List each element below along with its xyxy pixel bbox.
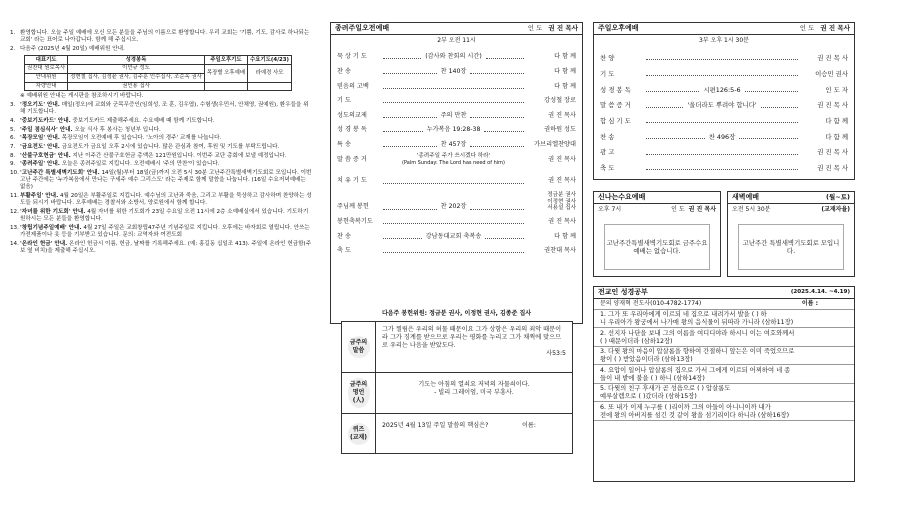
row-dots xyxy=(383,88,524,89)
morning-service-box xyxy=(330,22,583,324)
row-content: 찬 457장 xyxy=(440,140,467,148)
announcement-item xyxy=(10,193,312,208)
bible-study-dates: (2025.4.14. ~4.19) xyxy=(790,288,850,295)
order-row xyxy=(331,61,582,76)
announcement-title: '자녀를 위한 기도회' 안내. xyxy=(20,209,86,215)
announcement-item xyxy=(10,46,312,53)
announcement-number: 12. xyxy=(10,209,19,215)
table-cell: 목장별 오후예배 xyxy=(204,64,247,82)
announcement-number: 14. xyxy=(10,240,19,247)
question-line-2: 왕이 ( ) 받았음이더라 (삼하13장) xyxy=(600,356,693,364)
table-cell: 차량안내 xyxy=(25,82,68,91)
leader-info xyxy=(800,24,850,32)
announcement-item xyxy=(10,93,312,100)
announcement-body: 지난 이주간 산불구호헌금 총액은 121만원입니다. 이번주 교단 총회에 보낼 예정입니다. xyxy=(70,152,287,159)
row-name: 말 씀 증 거 xyxy=(337,155,367,163)
order-row xyxy=(594,141,854,157)
announcement-item xyxy=(10,135,312,142)
row-content: 찬 496장 xyxy=(708,132,736,141)
row-dots xyxy=(484,131,524,132)
announcement-text: 환영합니다. 오늘 주일 예배에 오신 모든 분들을 주님의 이름으로 환영합니다. 우리 교회는 '기쁨, 기도, 감사로 하나되는 교회' 라는 표어로 나아갑니다. 함께 해 주십시오. xyxy=(20,30,310,44)
bible-study-contact: 문의 양재혁 전도사(010-4782-1774) xyxy=(600,300,702,307)
row-name: 말 씀 증 거 xyxy=(600,101,631,110)
row-dots xyxy=(470,146,524,147)
announcement-number: 3. xyxy=(10,102,16,109)
row-dots xyxy=(383,58,421,59)
order-row xyxy=(594,47,854,63)
announcement-body: 온라인 헌금시 이름, 헌금, 날짜를 기록해주세요. (예: 홍길동 십일조 413). 주일에 온라인 헌금함(주보 옆 비치)을 제출해 주십시오. xyxy=(20,240,312,255)
leader-info xyxy=(528,24,578,32)
announcement-title: '금요전도' 안내. xyxy=(20,143,60,150)
order-row xyxy=(331,226,582,241)
announcement-title: '정오기도' 안내. xyxy=(20,102,60,109)
sermon-quiz-row xyxy=(342,413,572,454)
sermon-subtitle: (Palm Sunday: The Lord has need of him) xyxy=(402,160,505,167)
wednesday-header xyxy=(594,192,720,204)
row-name: 믿음의 고백 xyxy=(337,82,369,90)
row-dots xyxy=(383,223,524,224)
announcement-title: '주일 점심식사' 안내. xyxy=(20,126,73,133)
row-content: 주의 만찬 xyxy=(440,111,467,119)
table-cell: 정현철 집사, 김정윤 권사, 김주훈 인수집사, 조순옥 권사 xyxy=(68,73,205,82)
row-presenter: 권 진 목 사 xyxy=(817,148,848,157)
bible-study-questions xyxy=(594,310,854,421)
announcement-text xyxy=(20,209,312,224)
wednesday-time: 오후 7시 xyxy=(598,206,622,213)
order-row xyxy=(594,62,854,78)
row-name: 치 유 기 도 xyxy=(337,177,367,185)
order-of-worship-2 xyxy=(331,171,582,255)
order-row xyxy=(331,171,582,186)
announcement-text xyxy=(20,102,312,117)
row-content: 시편126:5-6 xyxy=(703,85,741,94)
row-dots xyxy=(470,73,524,74)
row-dots xyxy=(646,138,705,139)
row-dots xyxy=(646,91,699,92)
bible-study-box xyxy=(593,286,855,482)
bible-study-name-label: 이름 : xyxy=(801,300,818,307)
announcement-number: 5. xyxy=(10,126,16,133)
order-row xyxy=(331,134,582,149)
row-name: 찬 송 xyxy=(337,232,351,240)
announcement-number: 8. xyxy=(10,152,16,159)
row-name: 묵 상 기 도 xyxy=(337,53,367,61)
row-presenter: 권하원 성도 xyxy=(544,126,576,134)
announcement-body: 목장모임이 오전예배 후 있습니다. '노아의 경주' 교재를 나눕니다. xyxy=(59,135,222,142)
row-name: 찬 송 xyxy=(337,67,351,75)
next-ushers: 다음주 봉헌위원: 정금분 권사, 이정현 권사, 김종준 집사 xyxy=(381,310,532,317)
row-name: 광 고 xyxy=(600,148,615,157)
announcement-number: 7. xyxy=(10,143,16,150)
announcement-number: 4. xyxy=(10,117,16,124)
row-dots xyxy=(646,107,683,108)
row-dots xyxy=(646,75,798,76)
row-name: 성 경 봉 독 xyxy=(600,85,631,94)
announcement-body: 4월 자녀를 위한 기도회가 23일 수요일 오전 11시에 2층 소예배실에서 있습니다. 기도하기 원하시는 모든 분들을 환영합니다. xyxy=(20,209,309,223)
row-presenter: 권 진 목 사 xyxy=(817,163,848,172)
announcement-item xyxy=(10,161,312,168)
order-row xyxy=(331,241,582,256)
dawn-days: (월~토) xyxy=(826,193,850,202)
row-presenter: 권 진 목 사 xyxy=(817,101,848,110)
announcement-text xyxy=(20,225,312,240)
announcement-text xyxy=(20,241,312,256)
announcement-item xyxy=(10,209,312,224)
meditation-box xyxy=(341,321,573,454)
table-cell xyxy=(204,82,247,91)
announcement-text xyxy=(20,144,312,151)
table-cell: 주일오후기도 xyxy=(204,56,247,65)
order-row xyxy=(331,47,582,62)
question-item xyxy=(594,347,854,366)
row-presenter: 권 진 목사 xyxy=(548,177,576,185)
quiz-body xyxy=(376,414,572,454)
announcement-body: 오늘은 종려주일로 지킵니다. 오전예배시 '주의 만찬'이 있습니다. xyxy=(59,161,220,168)
announcement-title: '산불구호헌금' 안내. xyxy=(20,152,71,159)
table-cell: 이민규 성도 xyxy=(68,64,205,73)
row-dots xyxy=(383,146,437,147)
question-line-1: 6. 또 내가 이제 누구를 ( )리이까 그의 아들이 아니니이까 내가 xyxy=(600,403,771,411)
notices-list xyxy=(10,102,312,255)
announcement-item xyxy=(10,153,312,160)
row-dots xyxy=(383,209,437,210)
row-content: (감사와 찬회의 시간) xyxy=(425,53,482,61)
announcement-number xyxy=(10,93,20,100)
row-name: 성 경 봉 독 xyxy=(337,126,367,134)
leader-name: 권 진 목사 xyxy=(688,206,716,213)
row-name: 성도의교제 xyxy=(337,111,367,119)
order-row xyxy=(331,91,582,106)
row-presenter: 권찬대 목사 xyxy=(544,247,576,255)
announcement-title: '목장모임' 안내. xyxy=(20,135,60,142)
row-presenter: 다 함 께 xyxy=(825,116,848,125)
row-content: 찬 202장 xyxy=(440,203,467,211)
row-dots xyxy=(383,238,422,239)
announcement-item xyxy=(10,102,312,117)
question-item xyxy=(594,310,854,329)
announcement-text xyxy=(20,118,312,125)
dawn-notice: 고난주간 특별새벽기도회로 모입니다. xyxy=(738,224,844,270)
row-presenter: 권 진 목사 xyxy=(548,111,577,119)
sermon-quiz-label: 퀴즈 (교재) xyxy=(348,423,370,445)
row-dots xyxy=(745,91,798,92)
order-row xyxy=(594,125,854,141)
question-item xyxy=(594,328,854,347)
question-item xyxy=(594,365,854,384)
question-line-1: 5. 다윗의 친구 후새가 곧 성읍으로 ( ) 압살롬도 xyxy=(600,385,731,393)
announcement-body: 오늘 식사 후 봉사는 청년부 입니다. xyxy=(72,126,161,133)
weekly-quote-row xyxy=(342,372,572,413)
announcement-body: 4월 20일은 부활주일로 지킵니다. 예수님의 고난과 죽음, 그리고 부활을 묵상하고 감사하며 찬양하는 성도들 되시기 바랍니다. 오후예배는 경찰서와 소방서, 양로원에서 함께 합니다. xyxy=(20,193,312,207)
row-dots xyxy=(486,58,524,59)
order-row xyxy=(594,94,854,110)
label-cell xyxy=(342,322,376,372)
order-row xyxy=(331,76,582,91)
service-time: 3부 오후 1시 30분 xyxy=(699,37,749,44)
weekly-verse-label: 금주의 말씀 xyxy=(348,336,370,358)
announcement-item xyxy=(10,241,312,256)
row-dots xyxy=(383,117,437,118)
table-cell: 성경봉독 xyxy=(68,56,205,65)
question-item xyxy=(594,402,854,421)
announcement-text xyxy=(20,153,312,160)
row-presenter: 다 함 께 xyxy=(554,53,577,61)
sermon-row xyxy=(331,149,582,171)
wednesday-service-box xyxy=(593,191,721,277)
afternoon-order xyxy=(594,47,854,173)
announcement-body: 매일(정오)에 교회와 군목무증인(임희성, 조 훈, 김우엽), 수험생(우민서, 안채영, 권예원), 환우들을 위해 기도합니다. xyxy=(20,102,309,116)
announcement-title: '창립기념주일예배' 안내. xyxy=(20,224,82,231)
row-presenter: 권 진 목사 xyxy=(548,155,576,163)
announcement-number: 6. xyxy=(10,135,16,142)
announcement-item xyxy=(10,127,312,134)
dawn-time: 오전 5시 30분 xyxy=(732,206,771,213)
weekly-quote-ref: - 빌리 그레이엄, 미국 부흥사. xyxy=(434,389,514,397)
row-dots xyxy=(470,117,524,118)
order-row xyxy=(331,120,582,135)
leader-role: 인 도 xyxy=(799,24,815,33)
label-cell xyxy=(342,414,376,454)
row-presenter: 정금분 권사 이정현 권사 서용설 집사 xyxy=(547,192,577,212)
announcement-text xyxy=(20,127,312,134)
row-name: 봉헌축복기도 xyxy=(337,218,373,226)
wednesday-info xyxy=(594,204,720,216)
announcement-item xyxy=(10,144,312,151)
row-presenter: 인 도 자 xyxy=(825,85,849,94)
table-cell: 권찬대 원로목사 xyxy=(25,64,68,73)
row-presenter: 강성철 장로 xyxy=(544,97,576,105)
morning-service-header xyxy=(331,23,582,35)
announcement-item xyxy=(10,30,312,45)
bible-study-title: 전교인 성경공부 xyxy=(598,287,648,296)
sermon-title: '종려주일 주가 쓰시겠다 하라' xyxy=(416,153,491,160)
wednesday-title: 신나는수요예배 xyxy=(598,192,646,201)
table-cell: 권민용 집사 xyxy=(68,82,205,91)
leader-name: 권 진 목사 xyxy=(820,24,850,33)
announcement-title: '온라인 헌금' 안내. xyxy=(20,240,68,247)
question-line-1: 4. 요압이 일어나 압살롬의 집으로 가서 그에게 이르되 어찌하여 네 종 xyxy=(600,366,791,374)
announcements-column xyxy=(10,30,312,257)
announcement-title: '고난주간 특별새벽기도회' 안내. xyxy=(20,169,100,176)
row-name: 기 도 xyxy=(337,97,351,105)
announcement-text xyxy=(20,135,312,142)
weekly-verse-text: 그가 찔림은 우리의 허물 때문이요 그가 상함은 우리의 죄악 때문이라 그가 징계를 받으므로 우리는 평화를 누리고 그가 채찍에 맞으므로 우리는 나음을 받았도다. xyxy=(382,326,562,350)
table-cell xyxy=(248,82,292,91)
afternoon-service-box xyxy=(593,22,855,180)
table-cell: 안내위원 xyxy=(25,73,68,82)
sermon-quiz-question: 2025년 4월 13일 주일 말씀의 핵심은? xyxy=(382,422,489,429)
dawn-book: (교재자율) xyxy=(821,206,850,213)
announcement-number: 10. xyxy=(10,169,19,176)
row-dots xyxy=(646,169,798,170)
sermon-quiz-name-label: 이름: xyxy=(521,422,536,429)
order-row xyxy=(331,105,582,120)
dawn-header xyxy=(728,192,854,204)
row-content: 찬 140장 xyxy=(440,67,467,75)
row-name: 찬 송 xyxy=(600,132,615,141)
row-name: 특 송 xyxy=(337,140,351,148)
row-dots xyxy=(383,183,524,184)
order-row xyxy=(594,157,854,173)
question-line-1: 3. 다윗 왕의 마음이 압살롬을 향하여 간절하니 앞는은 이미 죽었으므로 xyxy=(600,348,795,356)
row-name: 축 도 xyxy=(600,163,615,172)
order-row xyxy=(331,212,582,227)
leader-name: 권 진 목사 xyxy=(548,24,578,33)
announcement-text xyxy=(20,193,312,208)
announcement-text xyxy=(20,161,312,168)
row-name: 기 도 xyxy=(600,69,615,78)
announcement-number: 2. xyxy=(10,45,16,52)
order-row xyxy=(331,186,582,212)
row-dots xyxy=(485,238,524,239)
table-row xyxy=(25,82,292,91)
row-dots xyxy=(646,154,798,155)
row-presenter: 권 진 목 사 xyxy=(817,54,848,63)
row-dots xyxy=(761,107,798,108)
leader-role: 인 도 xyxy=(671,206,685,213)
announcement-text: 다음주 (2025년 4월 20일) 예배위원 안내. xyxy=(20,45,125,52)
row-dots xyxy=(383,252,524,253)
table-cell: 라예경 사모 xyxy=(248,64,292,82)
row-dots xyxy=(383,73,437,74)
row-name: 합 심 기 도 xyxy=(600,116,631,125)
row-presenter: 권 진 목사 xyxy=(548,218,576,226)
label-cell xyxy=(342,373,376,413)
row-dots xyxy=(739,138,798,139)
worship-committee-table xyxy=(24,55,292,91)
row-presenter: 다 함 께 xyxy=(554,232,577,240)
question-line-2: 예루살렘으로 ( )갔더라 (삼하15장) xyxy=(600,393,697,401)
announcement-item xyxy=(10,225,312,240)
table-cell: 대표기도 xyxy=(25,56,68,65)
question-line-2: ( ) 때문이더라 (삼하12장) xyxy=(600,337,673,345)
afternoon-service-title: 주일오후예배 xyxy=(598,23,639,32)
table-row xyxy=(25,64,292,73)
weekly-verse-row xyxy=(342,321,572,372)
announcement-number: 1. xyxy=(10,30,16,36)
weekly-quote-text: 기도는 아침의 열쇠요 저녁의 자물쇠이다. xyxy=(418,381,530,388)
row-dots xyxy=(646,122,798,123)
question-line-1: 1. 그가 또 우리아에게 이르되 네 집으로 내려가서 발을 ( ) 하 xyxy=(600,311,767,319)
row-presenter: 다 함 께 xyxy=(825,132,849,141)
bible-study-header xyxy=(594,287,854,299)
verse-body xyxy=(376,322,572,372)
leader-role: 인 도 xyxy=(527,24,543,33)
row-presenter: 이승민 권사 xyxy=(815,69,848,78)
weekly-quote-label: 금주의 명언(人) xyxy=(348,378,370,407)
announcement-number: 13. xyxy=(10,224,19,231)
question-line-2: 들이 내 밭에 불을 ( ) 하니 (삼하14장) xyxy=(600,374,705,382)
announcement-title: '중보기도카드' 안내. xyxy=(20,117,71,124)
question-line-2: 전에 왕의 아버지를 섬긴 것 같이 왕을 섬기리이다 하니라 (삼하16장) xyxy=(600,411,790,419)
announcement-body: 14일(월)부터 18일(금)까지 오전 5시 30분 고난주간특별새벽기도회로 모입니다. 이번 고난 주간에는 '누가복음에서 만나는 구세주 예수 그리스도' 라는 주제로 함께 말씀을 나눕니다. (16일 수요저녁예배는 없음) xyxy=(20,169,312,191)
announcement-item xyxy=(10,170,312,192)
sermon-block xyxy=(381,153,526,167)
wednesday-notice: 고난주간특별새벽기도회로 금주수요예배는 없습니다. xyxy=(604,224,710,270)
order-of-worship xyxy=(331,47,582,149)
announcement-number: 9. xyxy=(10,161,16,168)
quote-body xyxy=(376,373,572,413)
order-row xyxy=(594,78,854,94)
row-dots xyxy=(470,209,524,210)
announcement-number: 11. xyxy=(10,193,19,200)
announcement-title: '종려주일' 안내. xyxy=(20,161,60,168)
row-content: 강남동대교회 축복송 xyxy=(425,232,482,240)
dawn-service-box xyxy=(727,191,855,277)
service-time: 2부 오전 11시 xyxy=(437,37,476,44)
row-content: 누가복음 19:28-38 xyxy=(426,126,481,134)
announcement-item xyxy=(10,118,312,125)
row-presenter: 가브리엘찬양대 xyxy=(534,140,577,148)
announcement-title: 부활주일' 안내. xyxy=(20,193,59,200)
question-item xyxy=(594,384,854,403)
table-note: ※ 예배위원 안내는 게시판을 참조하시기 바랍니다. xyxy=(20,93,144,100)
row-presenter: 다 함 께 xyxy=(554,67,577,75)
announcement-body: 4월 27일 주일은 교회창립47주년 기념주일로 지킵니다. 오후에는 바자회로 열립니다. 안쓰는 가전제품이나 옷 등을 기부받고 있습니다. 문의: 교역자와 여전도회 xyxy=(20,224,310,239)
row-dots xyxy=(646,59,798,60)
announcement-body: 중보기도카드 제출해주세요. 수요예배 때 함께 기도합니다. xyxy=(70,117,215,124)
question-line-2: 니 우리아가 왕궁에서 나가매 왕의 음식물이 뒤따라 가니라 (삼하11장) xyxy=(600,319,794,327)
order-row xyxy=(594,110,854,126)
morning-service-title: 종려주일오전예배 xyxy=(335,23,390,32)
row-name: 축 도 xyxy=(337,247,351,255)
row-content: '울더라도 뿌려야 합니다' xyxy=(687,101,757,110)
table-cell: 수요기도(4/23) xyxy=(248,56,292,65)
dawn-title: 새벽예배 xyxy=(732,192,760,201)
table-row xyxy=(25,56,292,65)
question-line-1: 2. 선지자 나단을 보내 그의 이름을 여디디야라 하시니 이는 여호와께서 xyxy=(600,329,795,337)
row-dots xyxy=(383,131,423,132)
row-presenter: 다 함 께 xyxy=(554,82,576,90)
afternoon-service-header xyxy=(594,23,854,35)
row-name: 찬 양 xyxy=(600,54,615,63)
announcement-body: 금요전도가 금요일 오후 2시에 있습니다. 많은 관심과 참여, 후원 및 기도를 부탁드립니다. xyxy=(59,143,280,150)
weekly-verse-ref: 사53:5 xyxy=(546,350,566,358)
row-dots xyxy=(383,102,524,103)
announcement-text xyxy=(20,170,312,192)
dawn-info xyxy=(728,204,854,216)
bible-study-contact-row xyxy=(594,299,854,310)
row-name: 주님께 봉헌 xyxy=(337,203,369,211)
